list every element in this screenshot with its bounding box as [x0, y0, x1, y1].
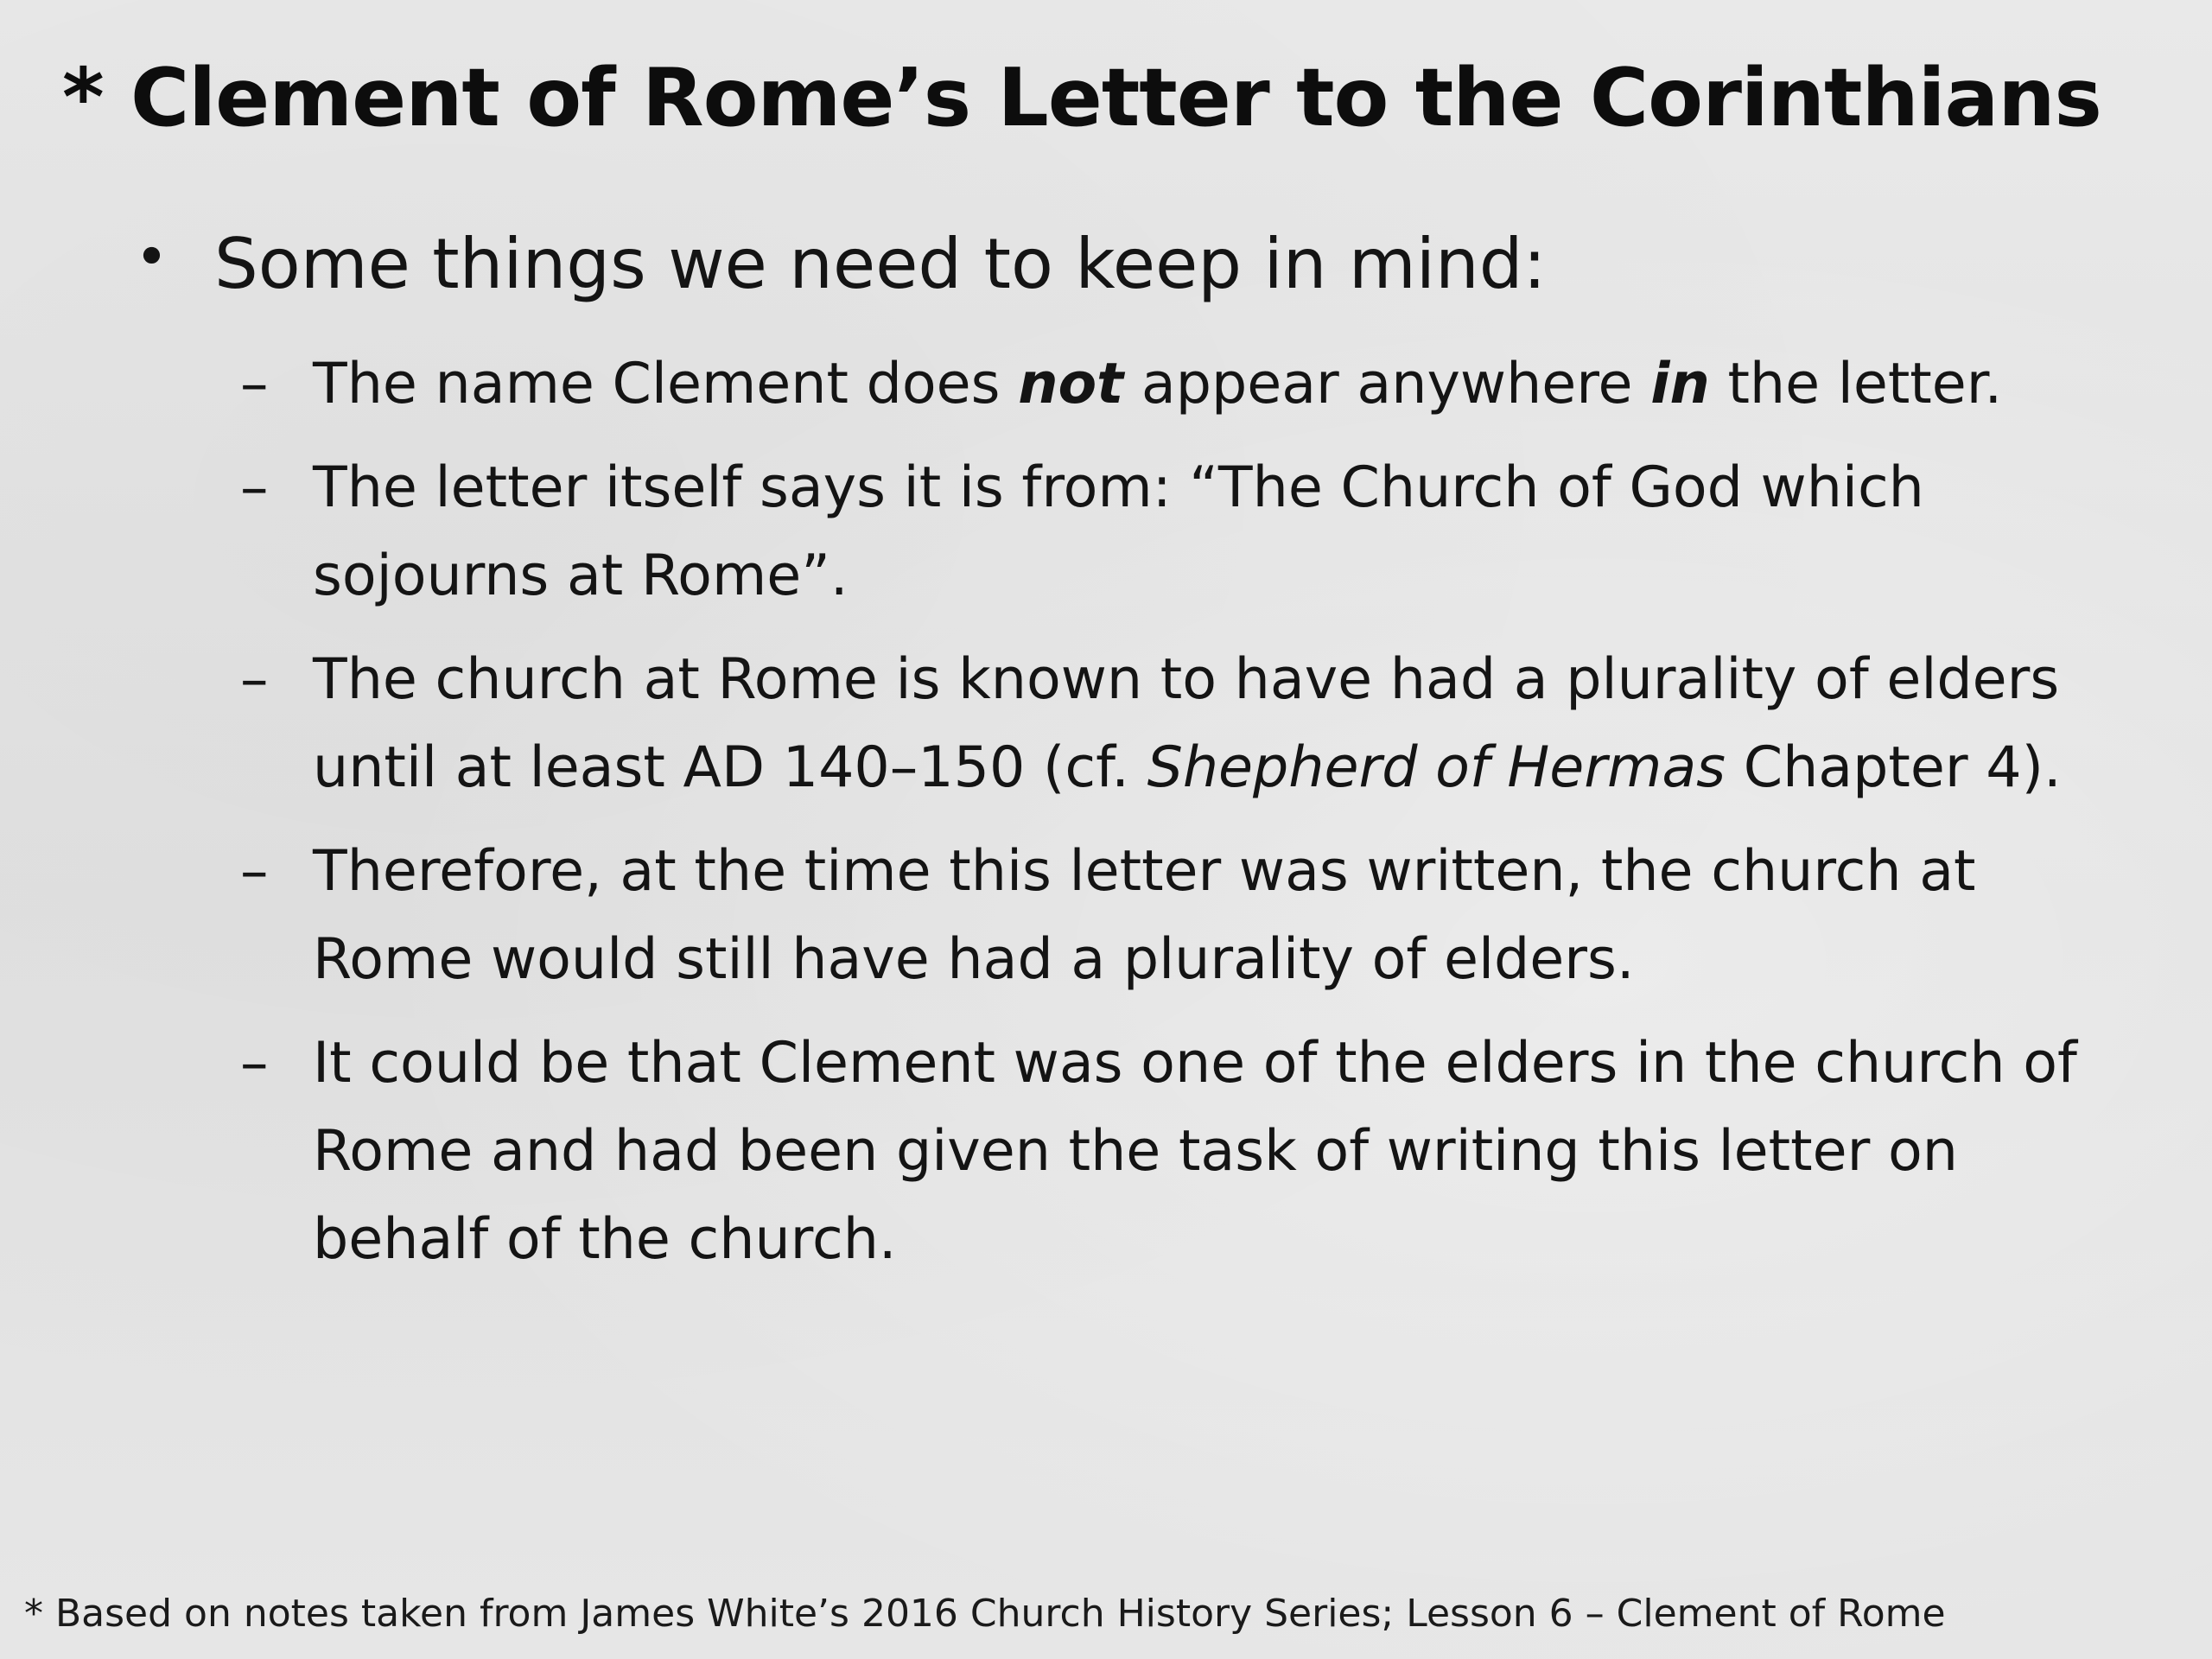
sub-bullet-text: Therefore, at the time this letter was written, the church at Rome would still have had a plurality of elders.	[313, 839, 1976, 992]
emphasis-not: not	[1018, 352, 1124, 416]
lead-bullet-text: Some things we need to keep in mind:	[214, 224, 1547, 304]
dash-icon: –	[240, 839, 269, 904]
sub-bullet-text	[313, 636, 2124, 812]
sub-bullet-text: The letter itself says it is from: “The Church of God which sojourns at Rome”.	[313, 455, 1924, 608]
text-run: The church at Rome is known to have had a plurality of elders until at least AD 140–150 (cf.	[313, 647, 2060, 800]
text-run: the letter.	[1709, 352, 2003, 416]
footnote: * Based on notes taken from James White’s 2016 Church History Series; Lesson 6 – Clement of Rome	[24, 1592, 1946, 1636]
dash-icon: –	[240, 647, 269, 712]
text-run: The name Clement does	[313, 352, 1019, 416]
sub-bullet-text	[313, 340, 2124, 429]
sub-bullet-item	[240, 444, 2124, 620]
sub-bullet-item	[240, 1020, 2124, 1284]
sub-bullet-item	[240, 636, 2124, 812]
book-title: Shepherd of Hermas	[1147, 735, 1726, 800]
emphasis-in: in	[1650, 352, 1710, 416]
slide-title: * Clement of Rome’s Letter to the Corinthians	[62, 51, 2101, 144]
sub-bullet-list	[240, 340, 2124, 1300]
sub-bullet-item	[240, 340, 2124, 429]
sub-bullet-text: It could be that Clement was one of the elders in the church of Rome and had been given the task of writing this letter on behalf of the church.	[313, 1031, 2077, 1272]
text-run: Chapter 4).	[1726, 735, 2062, 800]
dash-icon: –	[240, 352, 269, 416]
bullet-icon: •	[135, 224, 168, 290]
dash-icon: –	[240, 455, 269, 520]
dash-icon: –	[240, 1031, 269, 1096]
text-run: appear anywhere	[1123, 352, 1651, 416]
sub-bullet-item	[240, 828, 2124, 1004]
